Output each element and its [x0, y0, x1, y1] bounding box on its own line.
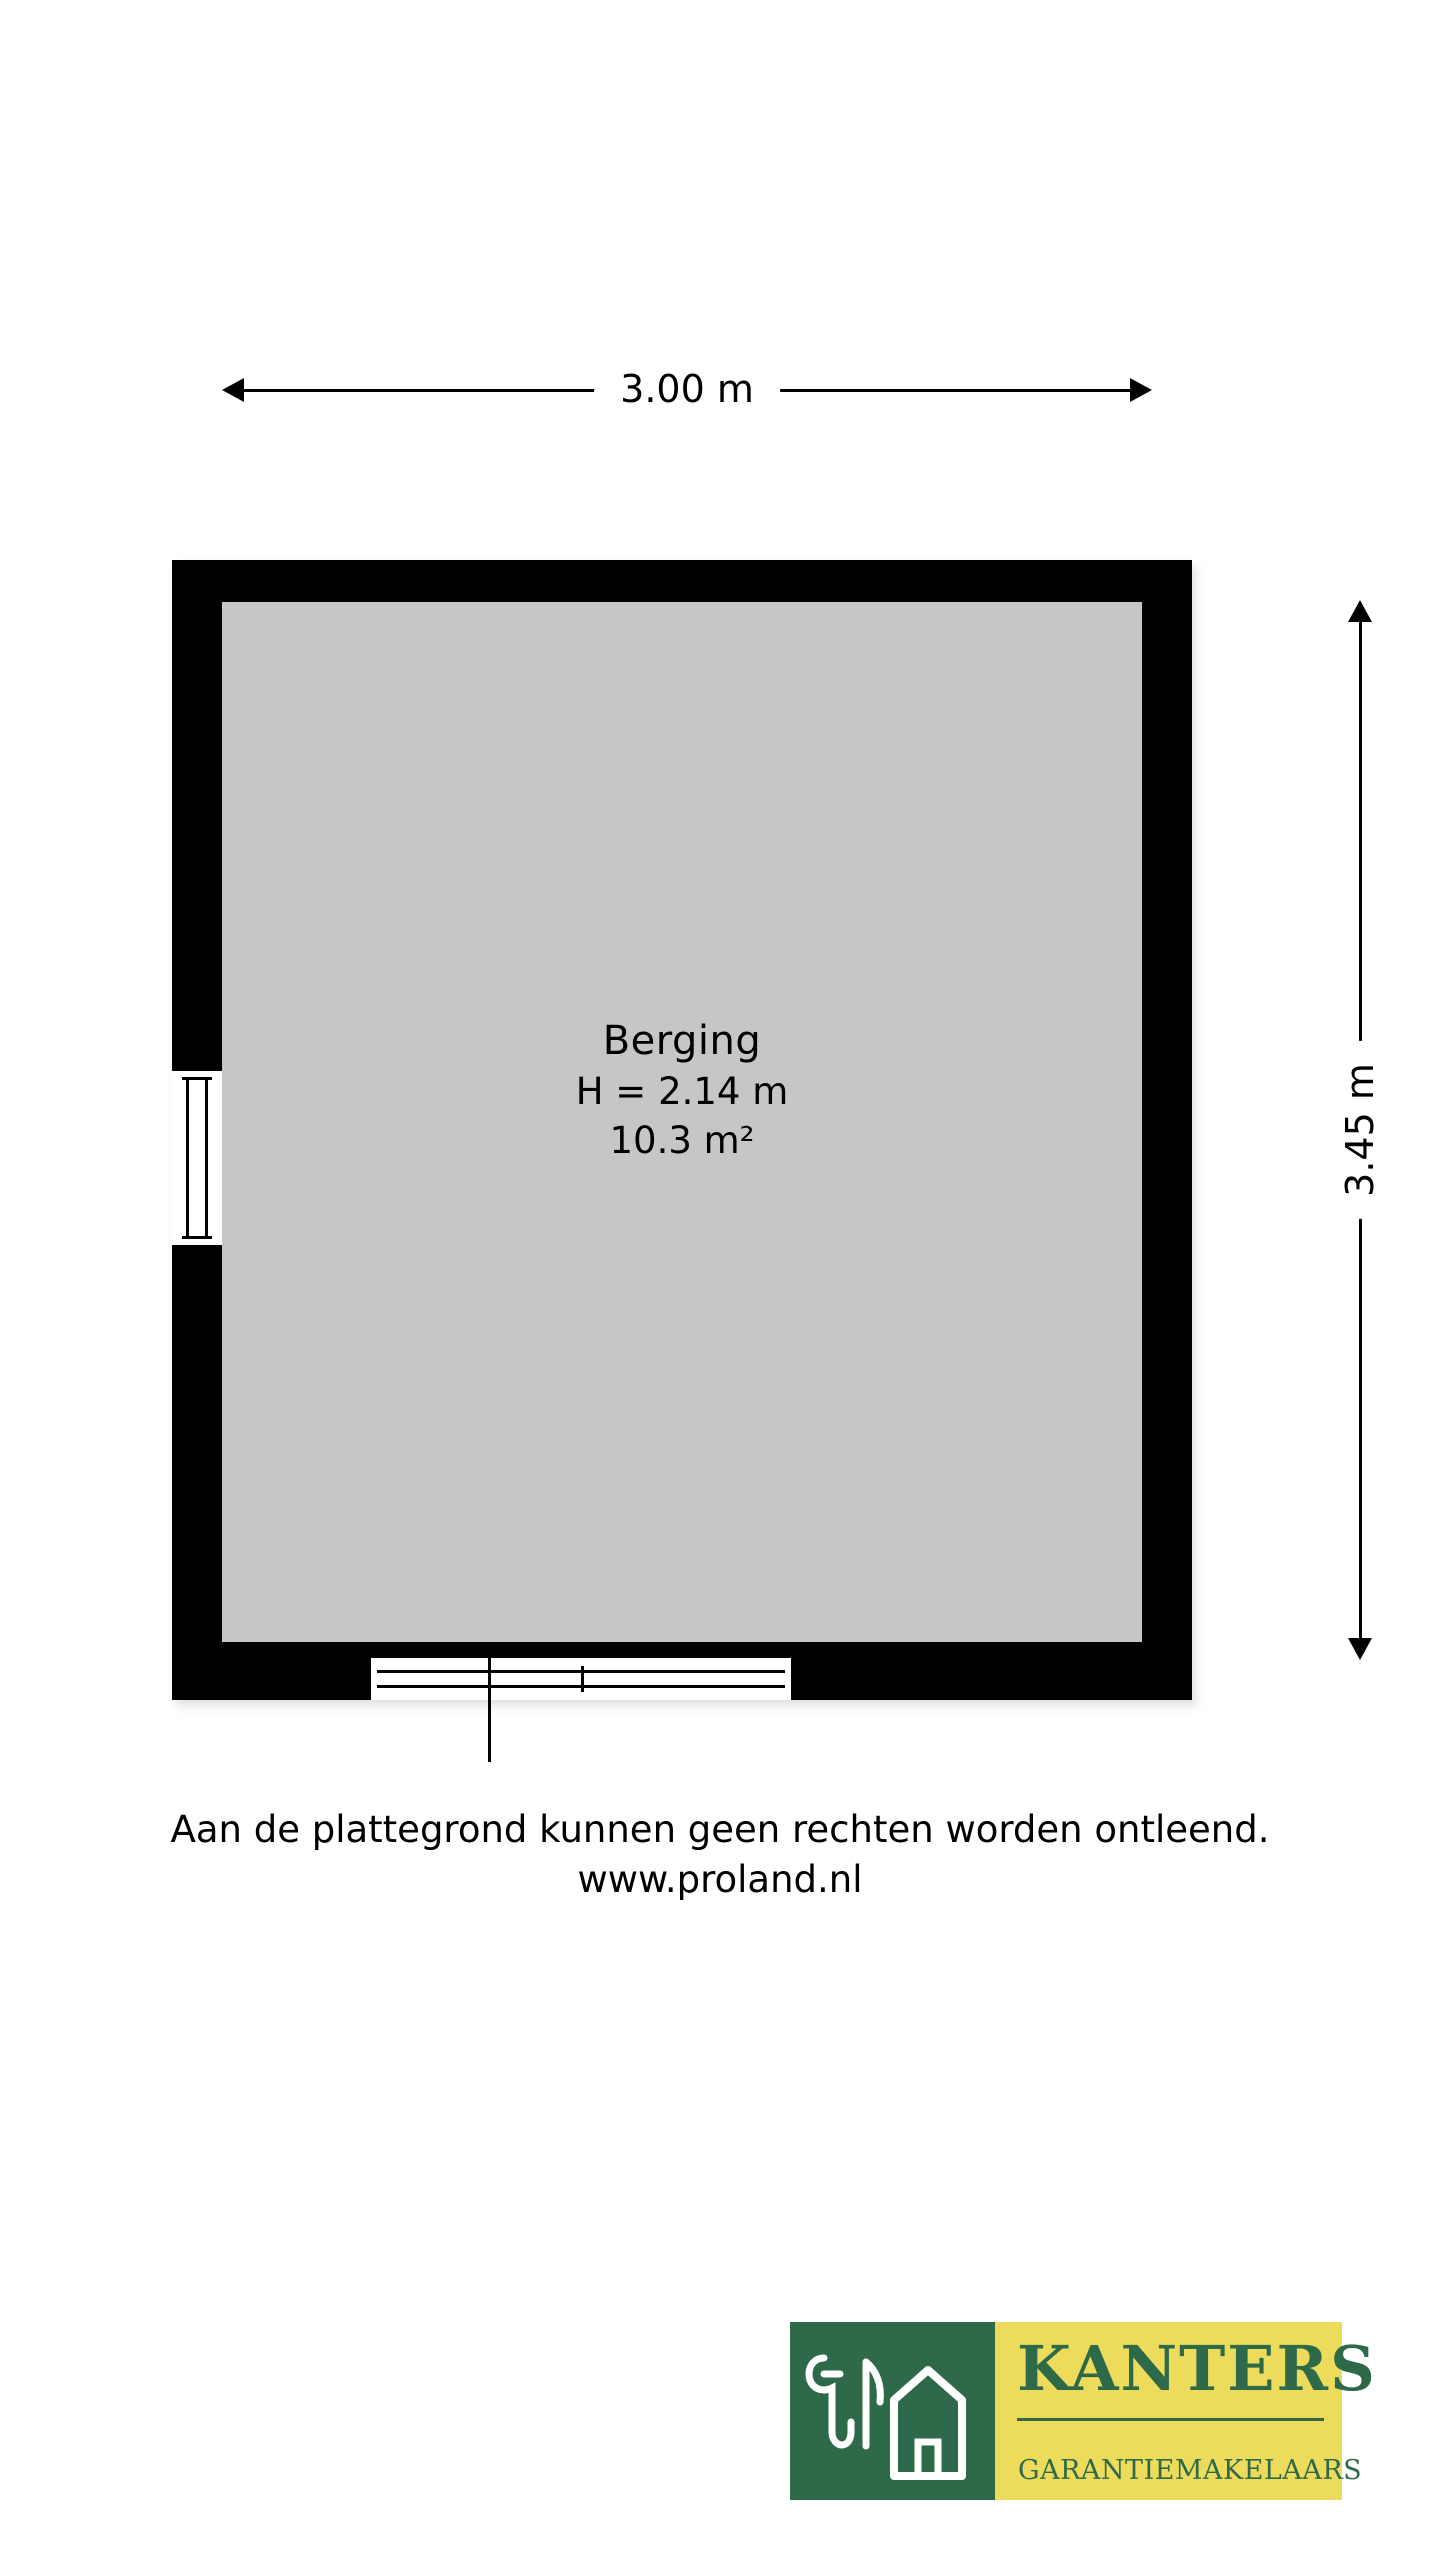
width-dimension [222, 360, 1152, 420]
width-dimension-label: 3.00 m [594, 360, 780, 418]
window-mullion [182, 1077, 212, 1080]
arrow-right-icon [1130, 378, 1152, 402]
arrow-down-icon [1348, 1638, 1372, 1660]
window-mullion [182, 1236, 212, 1239]
window-pane [186, 1077, 208, 1239]
room-name: Berging [602, 1018, 762, 1064]
wall-outline [172, 560, 1192, 1700]
logo-divider [1017, 2418, 1324, 2421]
disclaimer-text: Aan de plattegrond kunnen geen rechten worden ontleend. [170, 1808, 1270, 1851]
height-dimension-label: 3.45 m [1331, 1041, 1389, 1219]
website-link[interactable]: www.proland.nl [577, 1857, 863, 1901]
room-area: 10.3 m² [609, 1118, 755, 1162]
door-bottom [368, 1658, 794, 1700]
room-height: H = 2.14 m [575, 1069, 789, 1113]
door-swing-marker [488, 1652, 491, 1762]
logo-name: KANTERS [1017, 2332, 1377, 2405]
logo-tagline: GARANTIEMAKELAARS [1018, 2455, 1363, 2486]
house-and-key-icon [790, 2322, 995, 2500]
disclaimer [0, 1805, 1440, 1905]
kanters-logo [790, 2322, 1377, 2500]
window-left [172, 1068, 222, 1248]
room-label [222, 1015, 1142, 1165]
height-dimension [1330, 600, 1390, 1660]
floor-plan [172, 560, 1192, 1700]
door-mullion [581, 1666, 584, 1692]
logo-wordmark [995, 2322, 1377, 2500]
